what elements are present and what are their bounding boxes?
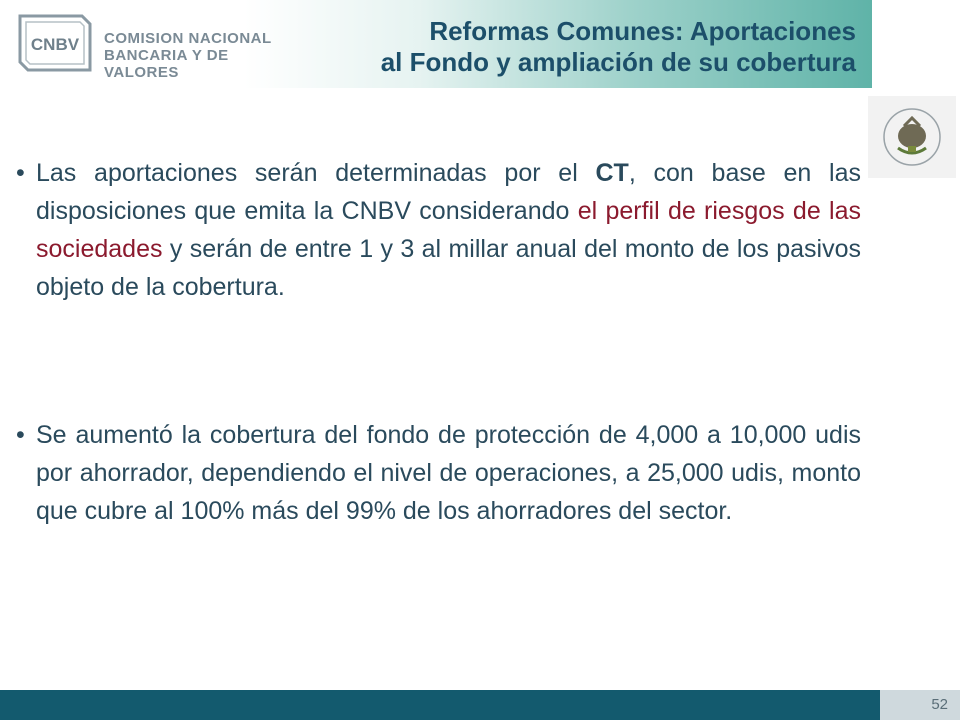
title-line-2: al Fondo y ampliación de su cobertura (380, 47, 856, 77)
cnbv-logo (12, 8, 292, 80)
seal-panel (868, 96, 956, 178)
bullet-dot: • (16, 159, 25, 187)
org-line-1: COMISION NACIONAL (104, 30, 272, 47)
org-name (104, 30, 292, 81)
page-number: 52 (931, 696, 948, 713)
bullet-1-text-3: y serán de entre 1 y 3 al millar anual del monto de los pasivos objeto de la cobertura. (36, 235, 861, 301)
page-number-box (880, 690, 960, 720)
bullet-1-text: Las aportaciones serán determinadas por el (36, 159, 596, 187)
bullet-2-text: Se aumentó la cobertura del fondo de protección de 4,000 a 10,000 udis por ahorrador, dependiendo el nivel de operaciones, a 25,000 udis, monto que cubre al 100% más del 99% de los ahorradores del sector. (36, 421, 861, 525)
title-line-1: Reformas Comunes: Aportaciones (429, 16, 856, 46)
bullet-1-bold: CT (595, 159, 629, 187)
mexican-coat-of-arms-icon (868, 96, 956, 178)
bullet-dot: • (16, 421, 25, 449)
footer-bar (0, 690, 880, 720)
bullet-cobertura (16, 416, 861, 530)
bullet-aportaciones (16, 154, 861, 306)
page-title (296, 16, 856, 78)
org-line-2: BANCARIA Y DE VALORES (104, 47, 229, 81)
bullet-1-text-2: , con base en las disposiciones que emita la CNBV considerando (36, 159, 861, 225)
cnbv-logo-mark-icon (12, 8, 96, 80)
logo-mark-text: CNBV (30, 35, 80, 54)
slide-body (16, 154, 861, 530)
bullet-1-highlight: el perfil de riesgos de las sociedades (36, 197, 861, 263)
